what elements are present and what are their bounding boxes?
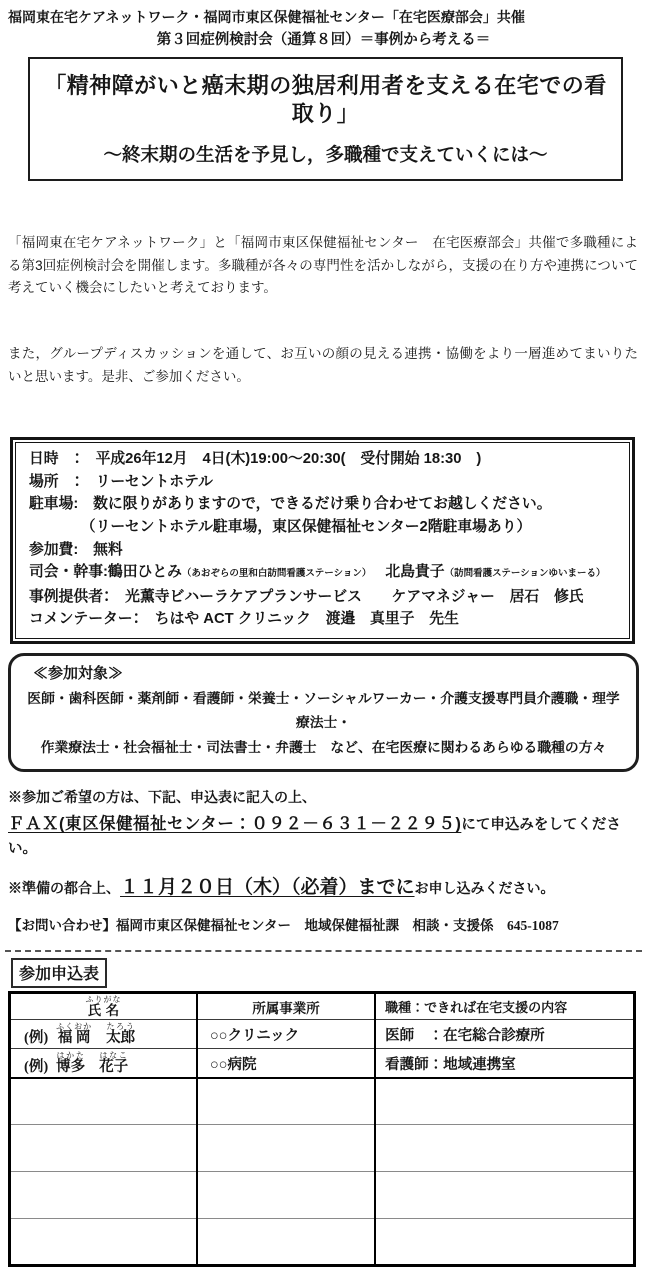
event-subtitle: ～終末期の生活を予見し，多職種で支えていくには～	[103, 144, 548, 165]
example-org-cell: ○○クリニック	[197, 1020, 375, 1049]
column-header-name	[10, 993, 198, 1020]
lastname-furigana: はかた	[56, 1050, 86, 1060]
detail-place: 場所 ： リーセントホテル	[29, 473, 213, 490]
event-title: 「精神障がいと癌末期の独居利用者を支える在宅での看取り」	[44, 73, 607, 126]
blank-entry-row	[10, 1125, 635, 1172]
blank-entry-row	[10, 1078, 635, 1125]
example-row-1	[10, 1020, 635, 1049]
fax-number: ＦＡＸ(東区保健福祉センター：０９２－６３１－２２９５)	[8, 815, 462, 834]
detail-datetime: 日時 ： 平成26年12月 4日(木)19:00～20:30( 受付開始 18:30 )	[29, 451, 482, 468]
name-header-label: 氏名	[85, 1002, 122, 1018]
blank-entry-row	[10, 1172, 635, 1219]
mc2-name: 北島貴子	[385, 564, 445, 581]
intro-paragraph-1: 「福岡東在宅ケアネットワーク」と「福岡市東区保健福祉センター 在宅医療部会」共催で多職種による第3回症例検討会を開催します。多職種が各々の専門性を活かしながら，支援の在り方や連携について考えていく機会にしたいと考えております。	[8, 235, 638, 295]
example-org-cell: ○○病院	[197, 1049, 375, 1078]
deadline-prefix: ※準備の都合上、	[8, 882, 120, 898]
lastname-furigana: ふくおか	[56, 1021, 93, 1031]
audience-line2: 作業療法士・社会福祉士・司法書士・弁護士 など、在宅医療に関わるあらゆる職種の方々	[40, 739, 607, 755]
mc1-org: （あおぞらの里和白訪問看護ステーション）	[181, 568, 372, 580]
event-details-box	[10, 437, 635, 644]
blank-role-cell	[375, 1172, 634, 1219]
example-lastname	[56, 1021, 93, 1046]
contact-info: 【お問い合わせ】福岡市東区保健福祉センター 地域保健福祉課 相談・支援係 645-1087	[8, 918, 559, 934]
blank-name-cell	[10, 1172, 198, 1219]
example-firstname	[106, 1021, 136, 1046]
title-box	[28, 57, 623, 181]
apply-section	[8, 789, 639, 935]
example-name-cell	[10, 1020, 198, 1049]
detail-commentator: コメンテーター： ちはや ACT クリニック 渡邉 真里子 先生	[29, 611, 459, 628]
blank-name-cell	[10, 1078, 198, 1125]
audience-box	[8, 653, 639, 773]
blank-role-cell	[375, 1125, 634, 1172]
detail-presenter: 事例提供者： 光薫寺ビハーラケアプランサービス ケアマネジャー 居石 修氏	[29, 588, 584, 605]
name-header-furigana: ふりがな	[85, 994, 122, 1004]
fax-instruction: にて申込みをしてください。	[8, 817, 621, 858]
column-header-role: 職種：できれば在宅支援の内容	[375, 993, 634, 1020]
lastname-text: 博多	[56, 1058, 86, 1075]
deadline-date: １１月２０日（木）（必着）までに	[120, 877, 415, 899]
intro-section	[8, 188, 638, 432]
example-lastname	[56, 1050, 86, 1075]
lastname-text: 福岡	[56, 1029, 93, 1046]
event-details-inner	[15, 442, 630, 639]
cut-line	[5, 950, 642, 952]
apply-note: ※参加ご希望の方は、下記、申込表に記入の上、	[8, 791, 316, 807]
header-line2: 第３回症例検討会（通算８回）＝事例から考える＝	[156, 32, 491, 48]
mc-label: 司会・幹事:	[29, 564, 108, 581]
mc2-org: （訪問看護ステーションゆいまーる）	[444, 568, 606, 580]
firstname-furigana: たろう	[106, 1021, 136, 1031]
audience-heading: ≪参加対象≫	[33, 664, 124, 682]
mc1-name: 鶴田ひとみ	[107, 564, 182, 581]
intro-paragraph-2: また，グループディスカッションを通して、お互いの顔の見える連携・協働をより一層進めてまいりたいと思います。是非、ご参加ください。	[8, 346, 638, 384]
header-line1: 福岡東在宅ケアネットワーク・福岡市東区保健福祉センター「在宅医療部会」共催	[8, 9, 525, 25]
firstname-text: 花子	[99, 1058, 129, 1075]
audience-line1: 医師・歯科医師・薬剤師・看護師・栄養士・ソーシャルワーカー・介護支援専門員介護職・理学療法士・	[27, 690, 620, 731]
blank-name-cell	[10, 1125, 198, 1172]
blank-role-cell	[375, 1219, 634, 1266]
fax-line	[8, 812, 639, 861]
blank-org-cell	[197, 1078, 375, 1125]
example-role-cell: 看護師：地域連携室	[375, 1049, 634, 1078]
blank-name-cell	[10, 1219, 198, 1266]
detail-parking: 駐車場: 数に限りがありますので，できるだけ乗り合わせてお越しください。	[29, 496, 552, 513]
detail-parking-note: （リーセントホテル駐車場，東区保健福祉センター2階駐車場あり）	[29, 519, 532, 536]
example-role-cell: 医師 ：在宅総合診療所	[375, 1020, 634, 1049]
blank-org-cell	[197, 1125, 375, 1172]
detail-mc	[29, 561, 623, 586]
deadline-line	[8, 874, 639, 903]
blank-org-cell	[197, 1172, 375, 1219]
audience-body	[21, 687, 626, 761]
example-row-2	[10, 1049, 635, 1078]
name-header-ruby	[85, 994, 122, 1018]
form-title: 参加申込表	[11, 958, 107, 988]
deadline-rest: お申し込みください。	[414, 882, 555, 898]
example-prefix: (例)	[24, 1058, 49, 1075]
column-header-org: 所属事業所	[197, 993, 375, 1020]
firstname-furigana: はなこ	[99, 1050, 129, 1060]
firstname-text: 太郎	[106, 1029, 136, 1046]
example-prefix: (例)	[24, 1029, 49, 1046]
blank-org-cell	[197, 1219, 375, 1266]
application-table	[8, 991, 636, 1267]
table-header-row	[10, 993, 635, 1020]
blank-entry-row	[10, 1219, 635, 1266]
example-firstname	[99, 1050, 129, 1075]
detail-fee: 参加費: 無料	[29, 541, 123, 558]
blank-role-cell	[375, 1078, 634, 1125]
example-name-cell	[10, 1049, 198, 1078]
